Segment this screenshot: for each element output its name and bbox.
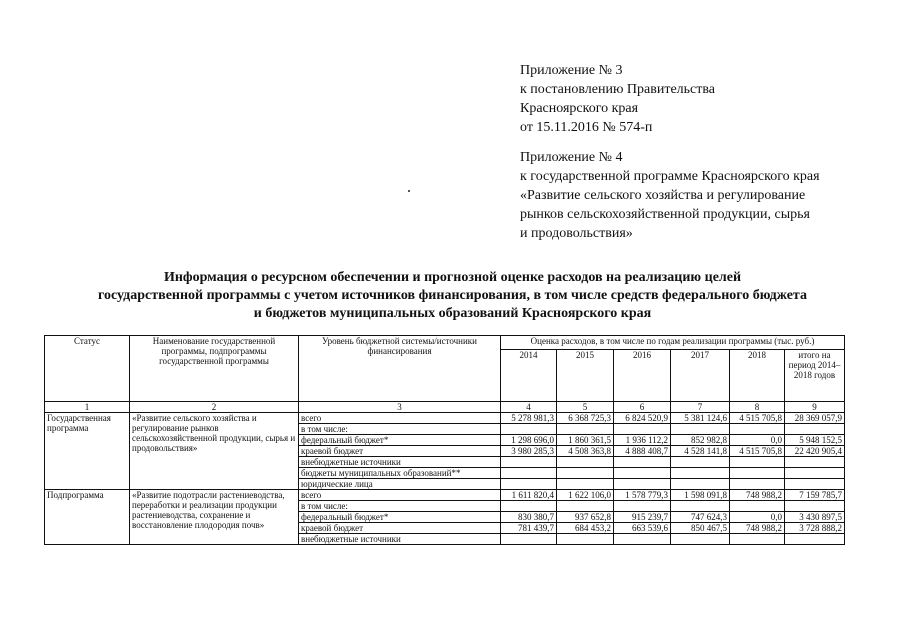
row-year-value bbox=[730, 534, 785, 545]
row-year-value bbox=[671, 457, 730, 468]
row-year-value: 1 622 106,0 bbox=[557, 490, 614, 501]
row-year-value: 4 528 141,8 bbox=[671, 446, 730, 457]
document-title bbox=[0, 269, 905, 323]
row-year-value: 4 508 363,8 bbox=[557, 446, 614, 457]
row-year-value: 5 278 981,3 bbox=[501, 413, 557, 424]
column-number: 4 bbox=[501, 402, 557, 413]
row-year-value: 748 988,2 bbox=[730, 490, 785, 501]
annex-4-line-3: «Развитие сельского хозяйства и регулирование bbox=[520, 188, 806, 203]
block-subprogram bbox=[45, 490, 845, 545]
row-year-value: 1 611 820,4 bbox=[501, 490, 557, 501]
row-year-value bbox=[501, 424, 557, 435]
scan-speck bbox=[408, 190, 410, 192]
column-number: 5 bbox=[557, 402, 614, 413]
row-year-value bbox=[671, 479, 730, 490]
row-year-value: 684 453,2 bbox=[557, 523, 614, 534]
row-program-name: «Развитие подотрасли растениеводства, переработки и реализации продукции растениеводства, сохранение и восстановление плодородия почв» bbox=[130, 490, 299, 545]
row-total-value bbox=[785, 479, 845, 490]
column-number: 9 bbox=[785, 402, 845, 413]
row-funding-level: всего bbox=[299, 490, 501, 501]
header-year-2014: 2014 bbox=[501, 350, 557, 402]
row-year-value: 1 298 696,0 bbox=[501, 435, 557, 446]
row-year-value bbox=[557, 468, 614, 479]
header-year-2016: 2016 bbox=[614, 350, 671, 402]
annex-3-line-3: Красноярского края bbox=[520, 101, 639, 116]
row-total-value bbox=[785, 501, 845, 512]
annex-4-line-4: рынков сельскохозяйственной продукции, сырья bbox=[520, 207, 810, 222]
header-name: Наименование государственной программы, подпрограммы государственной программы bbox=[130, 336, 299, 402]
row-funding-level: федеральный бюджет* bbox=[299, 435, 501, 446]
row-total-value bbox=[785, 424, 845, 435]
row-total-value: 7 159 785,7 bbox=[785, 490, 845, 501]
row-total-value: 3 728 888,2 bbox=[785, 523, 845, 534]
row-year-value: 0,0 bbox=[730, 435, 785, 446]
row-year-value: 850 467,5 bbox=[671, 523, 730, 534]
header-year-2017: 2017 bbox=[671, 350, 730, 402]
row-total-value bbox=[785, 534, 845, 545]
row-funding-level: юридические лица bbox=[299, 479, 501, 490]
row-year-value bbox=[730, 424, 785, 435]
annex-3-header bbox=[520, 61, 715, 137]
row-year-value bbox=[557, 534, 614, 545]
row-year-value: 663 539,6 bbox=[614, 523, 671, 534]
row-year-value: 1 860 361,5 bbox=[557, 435, 614, 446]
column-number: 1 bbox=[45, 402, 130, 413]
row-year-value bbox=[501, 501, 557, 512]
row-year-value bbox=[501, 534, 557, 545]
row-year-value bbox=[671, 501, 730, 512]
annex-4-line-2: к государственной программе Красноярского края bbox=[520, 169, 820, 184]
row-total-value bbox=[785, 457, 845, 468]
table-row bbox=[45, 413, 845, 424]
row-year-value: 3 980 285,3 bbox=[501, 446, 557, 457]
row-year-value: 937 652,8 bbox=[557, 512, 614, 523]
row-year-value bbox=[671, 468, 730, 479]
row-funding-level: внебюджетные источники bbox=[299, 457, 501, 468]
row-total-value: 5 948 152,5 bbox=[785, 435, 845, 446]
row-year-value bbox=[557, 424, 614, 435]
row-funding-level: всего bbox=[299, 413, 501, 424]
resource-table bbox=[44, 335, 845, 545]
row-year-value bbox=[614, 424, 671, 435]
row-year-value bbox=[730, 501, 785, 512]
row-status: Подпрограмма bbox=[45, 490, 130, 545]
row-year-value bbox=[557, 457, 614, 468]
row-year-value: 5 381 124,6 bbox=[671, 413, 730, 424]
header-status: Статус bbox=[45, 336, 130, 402]
annex-4-line-1: Приложение № 4 bbox=[520, 150, 623, 165]
annex-3-line-2: к постановлению Правительства bbox=[520, 82, 716, 97]
row-year-value: 747 624,3 bbox=[671, 512, 730, 523]
row-year-value: 830 380,7 bbox=[501, 512, 557, 523]
row-status: Государственная программа bbox=[45, 413, 130, 490]
row-year-value bbox=[501, 468, 557, 479]
header-level: Уровень бюджетной системы/источники финансирования bbox=[299, 336, 501, 402]
row-total-value: 28 369 057,9 bbox=[785, 413, 845, 424]
row-total-value: 3 430 897,5 bbox=[785, 512, 845, 523]
title-line-2: государственной программы с учетом источников финансирования, в том числе средств федерального бюджета bbox=[98, 288, 807, 303]
row-year-value: 0,0 bbox=[730, 512, 785, 523]
row-year-value bbox=[614, 468, 671, 479]
row-program-name: «Развитие сельского хозяйства и регулирование рынков сельскохозяйственной продукции, сырья и продовольствия» bbox=[130, 413, 299, 490]
row-year-value: 748 988,2 bbox=[730, 523, 785, 534]
row-year-value bbox=[614, 534, 671, 545]
row-year-value: 781 439,7 bbox=[501, 523, 557, 534]
annex-3-line-1: Приложение № 3 bbox=[520, 63, 623, 78]
annex-3-line-4: от 15.11.2016 № 574-п bbox=[520, 120, 653, 135]
row-year-value bbox=[730, 457, 785, 468]
row-year-value: 6 368 725,3 bbox=[557, 413, 614, 424]
row-year-value: 6 824 520,9 bbox=[614, 413, 671, 424]
header-estimate: Оценка расходов, в том числе по годам реализации программы (тыс. руб.) bbox=[501, 336, 845, 350]
row-year-value: 4 515 705,8 bbox=[730, 446, 785, 457]
row-year-value: 1 578 779,3 bbox=[614, 490, 671, 501]
row-year-value bbox=[671, 424, 730, 435]
row-year-value: 4 888 408,7 bbox=[614, 446, 671, 457]
row-funding-level: краевой бюджет bbox=[299, 446, 501, 457]
row-year-value: 4 515 705,8 bbox=[730, 413, 785, 424]
row-year-value bbox=[671, 534, 730, 545]
row-year-value bbox=[614, 457, 671, 468]
row-year-value bbox=[614, 479, 671, 490]
annex-4-line-5: и продовольствия» bbox=[520, 226, 633, 241]
row-year-value bbox=[557, 479, 614, 490]
header-year-2015: 2015 bbox=[557, 350, 614, 402]
row-funding-level: федеральный бюджет* bbox=[299, 512, 501, 523]
column-number: 2 bbox=[130, 402, 299, 413]
row-total-value bbox=[785, 468, 845, 479]
row-funding-level: в том числе: bbox=[299, 501, 501, 512]
column-number-row bbox=[45, 402, 845, 413]
table-row bbox=[45, 490, 845, 501]
row-year-value: 915 239,7 bbox=[614, 512, 671, 523]
column-number: 7 bbox=[671, 402, 730, 413]
row-year-value: 1 598 091,8 bbox=[671, 490, 730, 501]
row-year-value bbox=[730, 479, 785, 490]
row-funding-level: в том числе: bbox=[299, 424, 501, 435]
row-year-value bbox=[501, 457, 557, 468]
row-year-value bbox=[614, 501, 671, 512]
column-number: 8 bbox=[730, 402, 785, 413]
row-year-value bbox=[557, 501, 614, 512]
title-line-1: Информация о ресурсном обеспечении и прогнозной оценке расходов на реализацию целей bbox=[163, 270, 742, 285]
row-funding-level: краевой бюджет bbox=[299, 523, 501, 534]
row-year-value bbox=[501, 479, 557, 490]
column-number: 3 bbox=[299, 402, 501, 413]
title-line-3: и бюджетов муниципальных образований Красноярского края bbox=[253, 306, 652, 321]
column-number: 6 bbox=[614, 402, 671, 413]
block-state-program bbox=[45, 413, 845, 490]
row-funding-level: бюджеты муниципальных образований** bbox=[299, 468, 501, 479]
header-year-2018: 2018 bbox=[730, 350, 785, 402]
row-year-value: 852 982,8 bbox=[671, 435, 730, 446]
row-year-value bbox=[730, 468, 785, 479]
row-funding-level: внебюджетные источники bbox=[299, 534, 501, 545]
header-total: итого на период 2014–2018 годов bbox=[785, 350, 845, 402]
row-year-value: 1 936 112,2 bbox=[614, 435, 671, 446]
annex-4-header bbox=[520, 148, 820, 243]
row-total-value: 22 420 905,4 bbox=[785, 446, 845, 457]
